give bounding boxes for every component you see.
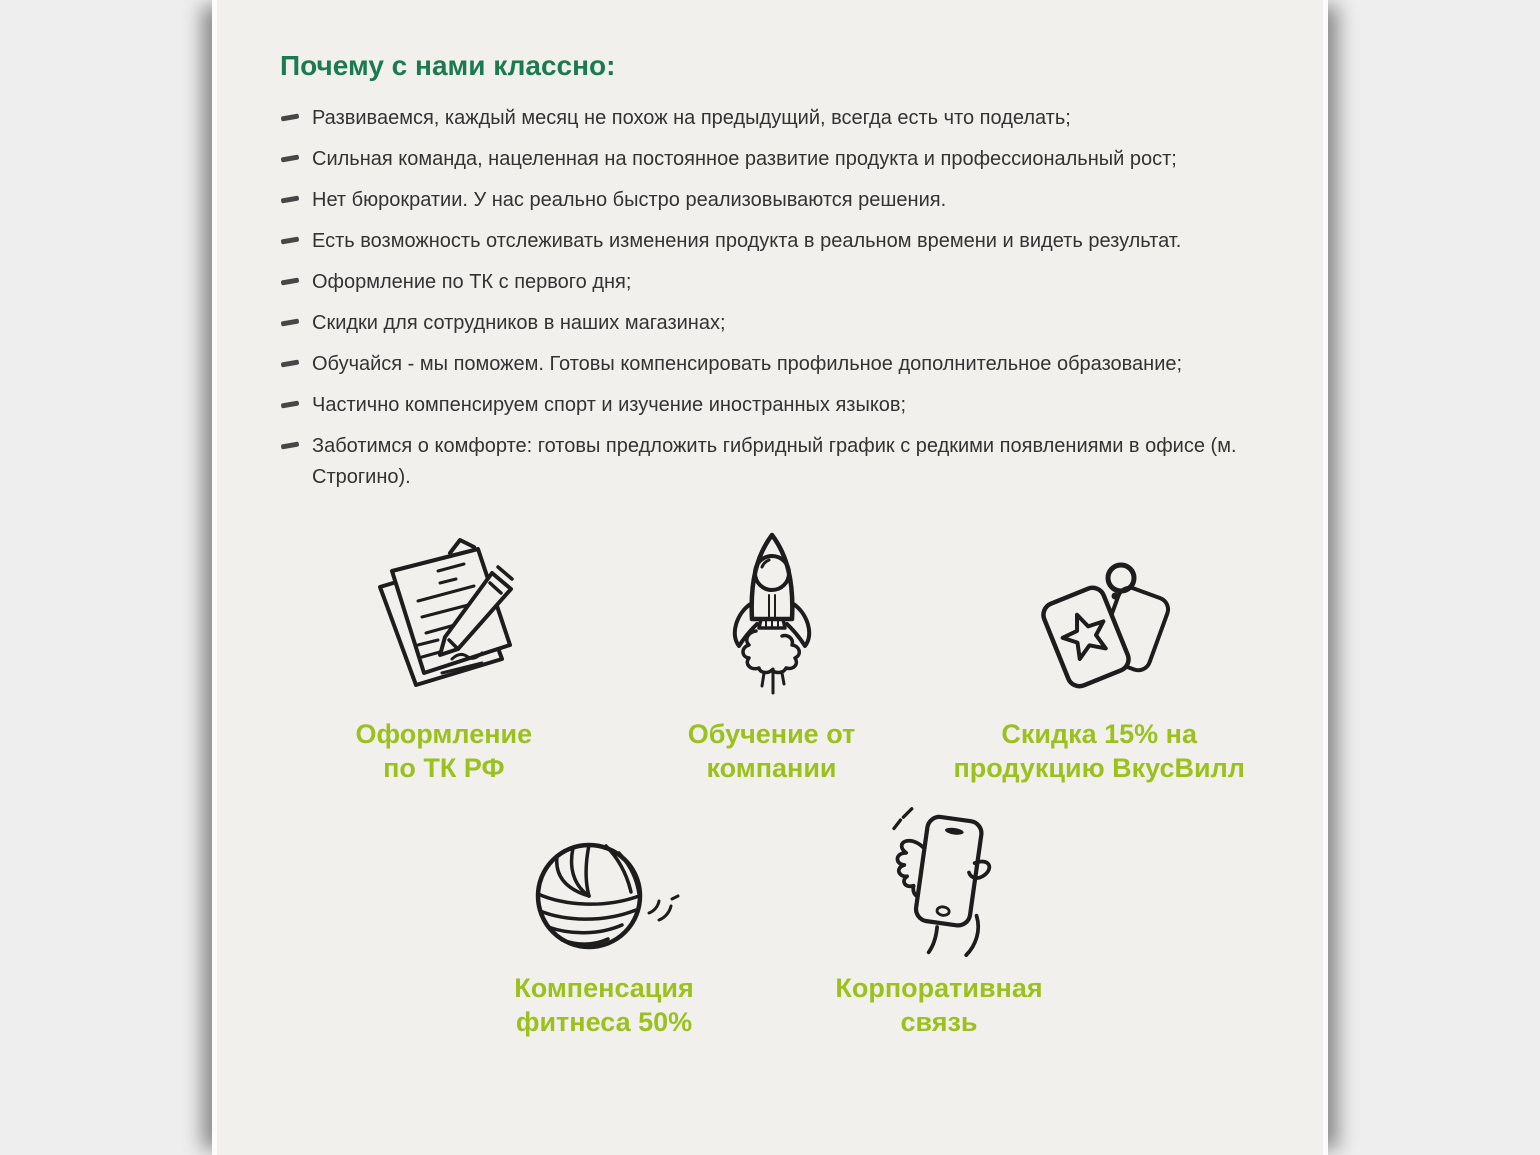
dash-bullet-icon	[281, 277, 300, 285]
page-sheet	[212, 0, 1328, 1155]
benefits-list	[280, 103, 1263, 493]
list-item-text: Развиваемся, каждый месяц не похож на предыдущий, всегда есть что поделать;	[312, 107, 1071, 129]
dash-bullet-icon	[281, 195, 300, 203]
volleyball-icon	[527, 805, 682, 957]
perk-label: Оформление по ТК РФ	[355, 719, 533, 783]
list-item-text: Есть возможность отслеживать изменения продукта в реальном времени и видеть результат.	[312, 230, 1182, 252]
dash-bullet-icon	[281, 359, 300, 367]
perk-label: Компенсация фитнеса 50%	[514, 973, 694, 1037]
perks-row-1	[280, 527, 1263, 785]
list-item-text: Нет бюрократии. У нас реально быстро реализовываются решения.	[312, 189, 947, 211]
discount-tags-icon	[1020, 527, 1178, 699]
perks-row-2	[280, 805, 1263, 1039]
list-item-text: Заботимся о комфорте: готовы предложить гибридный график с редкими появлениями в офисе (м. Строгино).	[312, 435, 1237, 488]
list-item	[280, 267, 1263, 298]
list-item	[280, 103, 1263, 134]
perk-label: Скидка 15% на продукцию ВкусВилл	[953, 719, 1245, 783]
list-item	[280, 185, 1263, 216]
list-item-text: Скидки для сотрудников в наших магазинах;	[312, 312, 726, 334]
perk-label: Обучение от компании	[687, 719, 856, 783]
perks-grid	[280, 527, 1263, 1039]
list-item	[280, 308, 1263, 339]
phone-hand-icon	[865, 805, 1013, 957]
list-item	[280, 431, 1263, 493]
dash-bullet-icon	[281, 318, 300, 326]
list-item	[280, 144, 1263, 175]
perk-card-employment	[280, 527, 608, 785]
list-item	[280, 226, 1263, 257]
page-title: Почему с нами классно:	[280, 50, 616, 81]
perk-card-mobile	[772, 805, 1107, 1039]
dash-bullet-icon	[281, 154, 300, 162]
perk-card-discount	[935, 527, 1263, 785]
perk-label: Корпоративная связь	[835, 973, 1043, 1037]
list-item	[280, 349, 1263, 380]
dash-bullet-icon	[281, 113, 300, 121]
list-item-text: Оформление по ТК с первого дня;	[312, 271, 632, 293]
list-item-text: Частично компенсируем спорт и изучение иностранных языков;	[312, 394, 907, 416]
rocket-icon	[712, 527, 832, 699]
perk-card-education	[608, 527, 936, 785]
list-item	[280, 390, 1263, 421]
list-item-text: Обучайся - мы поможем. Готовы компенсировать профильное дополнительное образование;	[312, 353, 1183, 375]
dash-bullet-icon	[281, 400, 300, 408]
dash-bullet-icon	[281, 236, 300, 244]
perk-card-fitness	[437, 805, 772, 1039]
list-item-text: Сильная команда, нацеленная на постоянное развитие продукта и профессиональный рост;	[312, 148, 1177, 170]
document-pen-icon	[354, 527, 534, 699]
dash-bullet-icon	[281, 441, 300, 449]
